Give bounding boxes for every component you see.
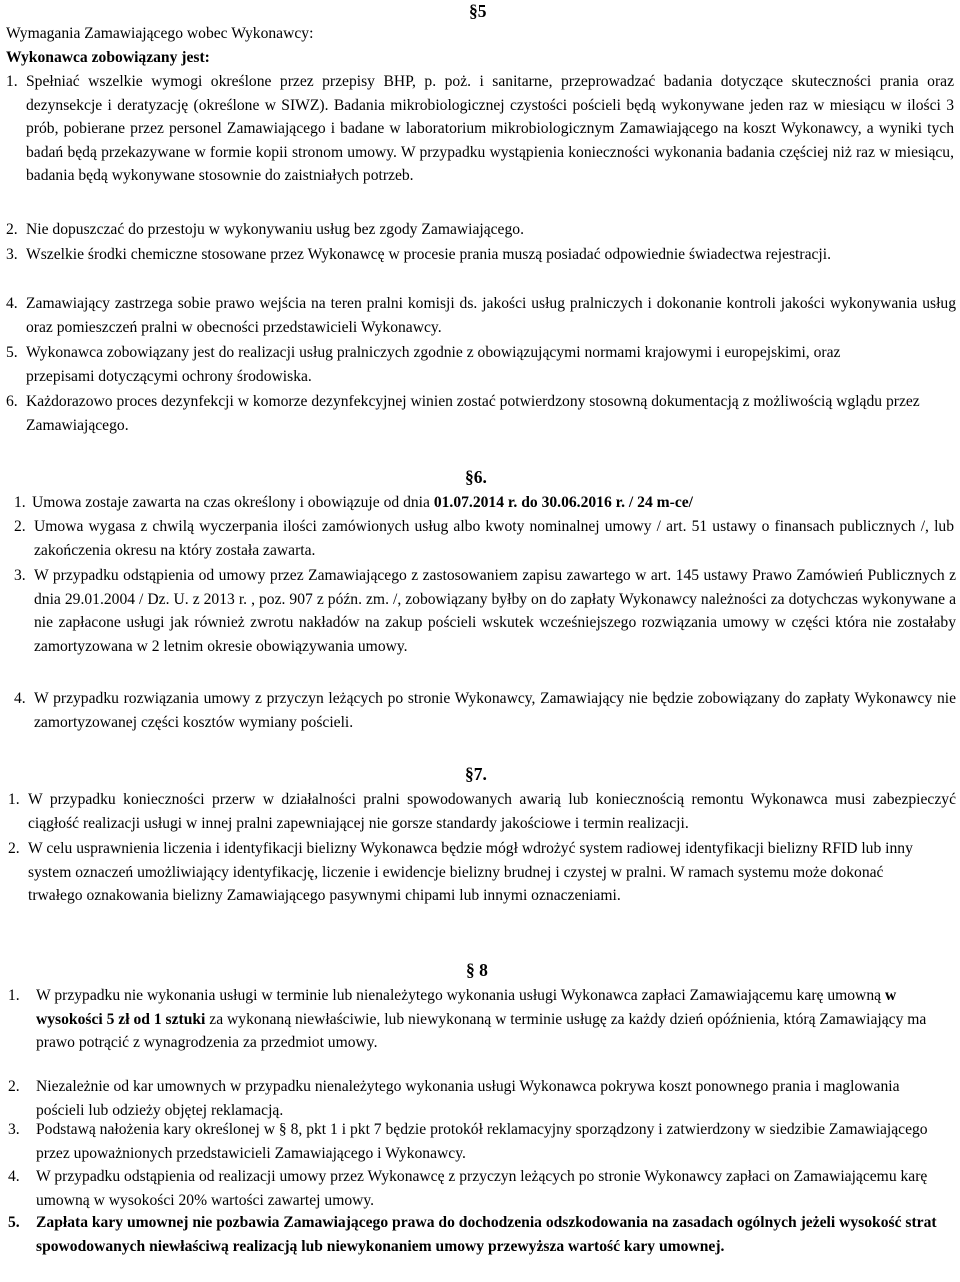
section-6-item-4: [14, 687, 956, 734]
section-6-item-1: [14, 491, 944, 515]
item-number: 2.: [8, 840, 20, 857]
section-5-heading: §5: [469, 1, 487, 21]
section-8-item-4: [8, 1165, 928, 1212]
item-number: 3.: [14, 567, 26, 584]
section-5-item-5: [6, 341, 906, 388]
date-from: 01.07.2014 r.: [433, 494, 518, 511]
term-text-to: do: [517, 494, 542, 511]
item-text: Spełniać wszelkie wymogi określone przez przepisy BHP, p. poż. i sanitarne, przeprowadzać badania dotyczące skuteczności prania oraz dezynsekcje i deratyzację (określone w SIWZ). Badania mikrobiologicznej czystości pościeli będą wykonywane jeden raz w miesiącu w ilości 3 prób, pobierane przez personel Zamawiającego i badane w laboratorium mikrobiologicznym Zamawiającego na koszt Wykonawcy, a wyniki tych badań będą przekazywane w formie kopii stronom umowy. W przypadku wystąpienia konieczności wykonania badania częściej niż raz w miesiącu, badania będą wykonywane stosownie do zaistniałych potrzeb.: [26, 73, 954, 185]
section-6-item-3: [14, 564, 956, 658]
item-text: Wykonawca zobowiązany jest do realizacji usług pralniczych zgodnie z obowiązującymi normami krajowymi i europejskimi, oraz przepisami dotyczącymi ochrony środowiska.: [26, 344, 841, 385]
section-7-item-1: [8, 788, 956, 835]
item-number: 2.: [8, 1078, 20, 1095]
item-text: W celu usprawnienia liczenia i identyfikacji bielizny Wykonawca będzie mógł wdrożyć system radiowej identyfikacji bielizny RFID lub inny system oznaczeń umożliwiający identyfikację, liczenie i ewidencje bielizny brudnej i czystej w pralni. W ramach systemu może dokonać trwałego oznakowania bielizny Zamawiającego pasywnymi chipami lub innymi oznaczeniami.: [28, 840, 913, 905]
section-5-item-3: [6, 243, 946, 267]
item-number: 5.: [8, 1214, 20, 1231]
item-text: Każdorazowo proces dezynfekcji w komorze dezynfekcyjnej winien zostać potwierdzony stosowną dokumentacją z możliwością wglądu przez Zamawiającego.: [26, 393, 920, 434]
section-7-heading: §7.: [465, 764, 487, 784]
item-number: 2.: [14, 518, 26, 535]
item-number: 1.: [6, 73, 18, 90]
item-text: Podstawą nałożenia kary określonej w § 8, pkt 1 i pkt 7 będzie protokół reklamacyjny sporządzony i zatwierdzony w siedzibie Zamawiającego przez upoważnionych przedstawicieli Zamawiającego i Wykonawcy.: [36, 1121, 928, 1162]
item-text: W przypadku rozwiązania umowy z przyczyn leżących po stronie Wykonawcy, Zamawiający nie będzie zobowiązany do zapłaty Wykonawcy nie zamortyzowanej części kosztów wymiany pościeli.: [34, 690, 956, 731]
item-number: 4.: [8, 1168, 20, 1185]
item-text: W przypadku konieczności przerw w działalności pralni spowodowanych awarią lub koniecznością remontu Wykonawca musi zabezpieczyć ciągłość realizacji usługi w innej pralni zapewniającej nie gorsze standardy jakościowe i termin realizacji.: [28, 791, 956, 832]
section-6-item-2: [14, 515, 954, 562]
item-number: 3.: [8, 1121, 20, 1138]
item-text: Zamawiający zastrzega sobie prawo wejścia na teren pralni komisji ds. jakości usług pralniczych i dokonanie kontroli jakości wykonywania usług oraz pomieszczeń pralni w obecności przedstawicieli Wykonawcy.: [26, 295, 956, 336]
item-number: 4.: [14, 690, 26, 707]
item-number: 1.: [14, 494, 26, 511]
section-5-item-2: [6, 218, 954, 242]
date-to: 30.06.2016 r. / 24 m-ce/: [541, 494, 694, 511]
item-number: 6.: [6, 393, 18, 410]
section-8-heading: § 8: [466, 960, 488, 980]
penalty-text-rest: za wykonaną niewłaściwie, lub niewykonaną w terminie usługę za każdy dzień opóźnienia, którą Zamawiający ma prawo potrącić z wynagrodzenia za przedmiot umowy.: [36, 1010, 927, 1052]
item-number: 1.: [8, 791, 20, 808]
item-text: [32, 491, 944, 515]
item-text: Umowa wygasa z chwilą wyczerpania ilości zamówionych usług albo kwoty nominalnej umowy / art. 51 ustawy o finansach publicznych /, lub zakończenia okresu na który została zawarta.: [34, 518, 954, 559]
section-5-item-6: [6, 390, 946, 437]
item-text: W przypadku odstąpienia od umowy przez Zamawiającego z zastosowaniem zapisu zawartego w art. 145 ustawy Prawo Zamówień Publicznych z dnia 29.01.2004 / Dz. U. z 2013 r. , poz. 907 z późn. zm. /, zobowiązany byłby on do zapłaty Wykonawcy należności za dotychczas wykonywane a nie zapłacone usługi jak również zwrotu nakładów na zakup pościeli wskutek wcześniejszego rozwiązania umowy w części która nie zostałaby zamortyzowana w 2 letnim okresie obowiązywania umowy.: [34, 567, 956, 655]
term-text: Umowa zostaje zawarta na czas określony i obowiązuje od dnia: [32, 494, 434, 511]
section-6-heading: §6.: [465, 467, 487, 487]
section-5-intro-bold: Wykonawca zobowiązany jest:: [6, 49, 210, 66]
section-7-item-2: [8, 837, 928, 908]
section-5-item-1: [6, 70, 954, 188]
item-number: 2.: [6, 221, 18, 238]
item-text: W przypadku odstąpienia od realizacji umowy przez Wykonawcę z przyczyn leżących po stronie Wykonawcy zapłaci on Zamawiającemu karę umowną w wysokości 20% wartości zawartej umowy.: [36, 1168, 928, 1209]
item-text: Nie dopuszczać do przestoju w wykonywaniu usług bez zgody Zamawiającego.: [26, 221, 524, 238]
penalty-amount: w wysokości 5 zł od 1 sztuki: [36, 987, 897, 1028]
item-number: 5.: [6, 344, 18, 361]
section-8-item-3: [8, 1118, 948, 1165]
penalty-text: W przypadku nie wykonania usługi w terminie lub nienależytego wykonania usługi Wykonawca zapłaci Zamawiającemu karę umowną: [36, 987, 885, 1004]
section-5-intro: Wymagania Zamawiającego wobec Wykonawcy:: [6, 25, 314, 42]
item-number: 4.: [6, 295, 18, 312]
section-5-item-4: [6, 292, 956, 339]
section-8-item-2: [8, 1075, 908, 1122]
section-8-item-5: [8, 1211, 948, 1258]
section-8-item-1: [8, 984, 938, 1055]
item-text: Niezależnie od kar umownych w przypadku nienależytego wykonania usługi Wykonawca pokrywa koszt ponownego prania i maglowania pościeli lub odzieży objętej reklamacją.: [36, 1078, 900, 1119]
item-number: 3.: [6, 246, 18, 263]
item-number: 1.: [8, 987, 20, 1004]
item-text: Zapłata kary umownej nie pozbawia Zamawiającego prawa do dochodzenia odszkodowania na zasadach ogólnych jeżeli wysokość strat spowodowanych niewłaściwą realizacją lub niewykonaniem umowy przewyższa wartość kary umownej.: [36, 1214, 937, 1255]
item-text: Wszelkie środki chemiczne stosowane przez Wykonawcę w procesie prania muszą posiadać odpowiednie świadectwa rejestracji.: [26, 246, 831, 263]
item-text: [36, 984, 938, 1055]
